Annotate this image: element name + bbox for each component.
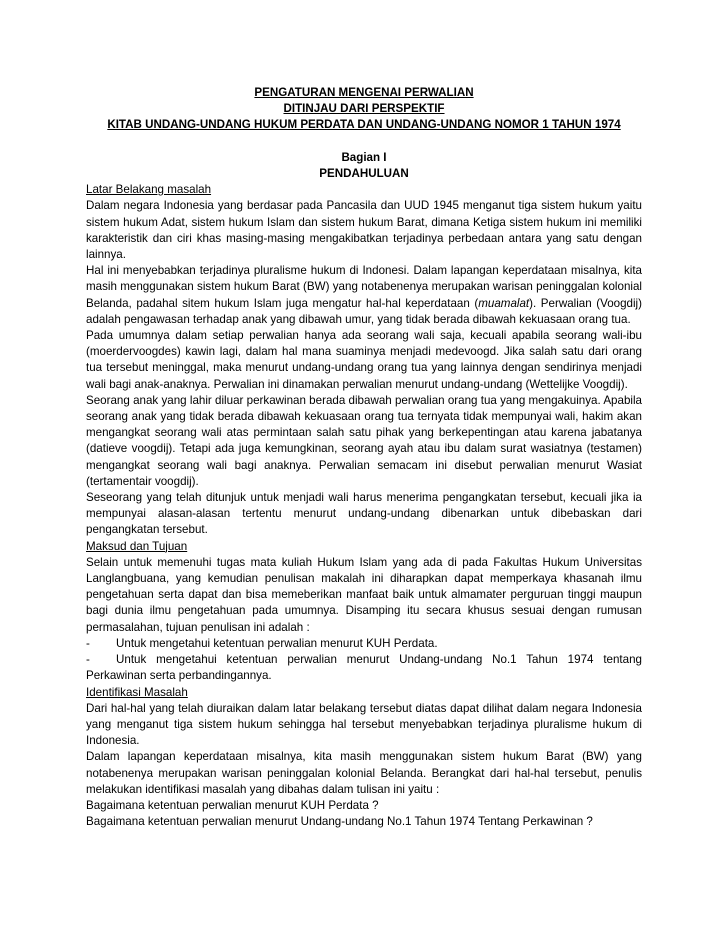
latar-paragraph-1: Dalam negara Indonesia yang berdasar pada Pancasila dan UUD 1945 menganut tiga sistem hukum yaitu sistem hukum Adat, sistem hukum Islam dan sistem hukum Barat, dimana Ketiga sistem hukum ini memiliki karakteristik dan ciri khas masing-masing mengakibatkan terjadinya perbedaan antara yang satu dengan lainnya. [86, 199, 642, 262]
latar-paragraph-5: Seseorang yang telah ditunjuk untuk menjadi wali harus menerima pengangkatan tersebut, kecuali jika ia mempunyai alasan-alasan tertentu menurut undang-undang dibenarkan untuk dibebaskan dari pengangkatan tersebut. [86, 491, 642, 537]
heading-identifikasi-masalah: Identifikasi Masalah [86, 685, 188, 699]
latar-paragraph-4: Seorang anak yang lahir diluar perkawinan berada dibawah perwalian orang tua yang mengakuinya. Apabila seorang anak yang tidak berada dibawah kekuasaan orang tua ternyata tidak mempunyai wali, hakim akan mengangkat seorang wali atas permintaan salah satu pihak yang berkepentingan atau karena jabatanya (datieve voogdij). Tetapi ada juga kemungkinan, seorang ayah atau ibu dalam surat wasiatnya (testamen) mengangkat seorang wali bagi anaknya. Perwalian semacam ini disebut perwalian menurut Wasiat (tertamentair voogdij). [86, 393, 642, 488]
list-item-text: Untuk mengetahui ketentuan perwalian menurut KUH Perdata. [116, 636, 438, 650]
identifikasi-paragraph-2: Dalam lapangan keperdataan misalnya, kita masih menggunakan sistem hukum Barat (BW) yang notabenenya merupakan warisan peninggalan kolonial Belanda. Berangkat dari hal-hal tersebut, penulis melakukan identifikasi masalah yang dibahas dalam tulisan ini yaitu : [86, 750, 642, 796]
spacer [86, 134, 642, 150]
list-item [86, 636, 642, 652]
maksud-paragraph-1: Selain untuk memenuhi tugas mata kuliah Hukum Islam yang ada di pada Fakultas Hukum Universitas Langlangbuana, yang kemudian penulisan makalah ini diharapkan dapat memperkaya khasanah ilmu pengetahuan serta dapat dan bisa memeberikan manfaat baik untuk almamater perguruan tinggi maupun bagi dunia ilmu pengetahuan pada umumnya. Disamping itu secara khusus sesuai dengan rumusan permasalahan, tujuan penulisan ini adalah : [86, 555, 642, 634]
latar-paragraph-3: Pada umumnya dalam setiap perwalian hanya ada seorang wali saja, kecuali apabila seorang wali-ibu (moerdervoogdes) kawin lagi, dalam hal mana suaminya menjadi medevoogd. Jika salah satu dari orang tua tersebut meninggal, maka menurut undang-undang orang tua yang lainnya dengan sendirinya menjadi wali bagi anak-anaknya. Perwalian ini dinamakan perwalian menurut undang-undang (Wettelijke Voogdij). [86, 329, 642, 391]
document-title [86, 85, 642, 134]
section-name: PENDAHULUAN [319, 167, 409, 180]
list-item-text: Untuk mengetahui ketentuan perwalian menurut Undang-undang No.1 Tahun 1974 tentang Perkawinan serta perbandingannya. [86, 653, 642, 683]
title-line-3: KITAB UNDANG-UNDANG HUKUM PERDATA DAN UNDANG-UNDANG NOMOR 1 TAHUN 1974 [107, 118, 621, 132]
latar-p2-text-a: Hal ini menyebabkan terjadinya pluralisme hukum di Indonesi. Dalam lapangan keperdataan misalnya, kita masih menggunakan sistem hukum Barat (BW) yang notabenenya merupakan warisan peninggalan kolonial Belanda, padahal sitem hukum Islam juga mengatur hal-hal keperdataan ( [86, 264, 642, 310]
identifikasi-paragraph-1: Dari hal-hal yang telah diuraikan dalam latar belakang tersebut diatas dapat dilihat dalam negara Indonesia yang menganut tiga sistem hukum sehingga hal tersebut menyebabkan terjadinya pluralisme hukum di Indonesia. [86, 701, 642, 748]
latar-p2-italic: muamalat [478, 296, 530, 310]
latar-paragraph-2 [86, 263, 642, 328]
title-line-2: DITINJAU DARI PERSPEKTIF [283, 102, 445, 116]
heading-latar-belakang: Latar Belakang masalah [86, 183, 212, 197]
title-line-1: PENGATURAN MENGENAI PERWALIAN [254, 86, 474, 99]
document-page [86, 85, 642, 830]
list-dash: - [86, 653, 90, 667]
list-dash: - [86, 636, 90, 650]
heading-maksud-tujuan: Maksud dan Tujuan [86, 539, 188, 553]
question-1: Bagaimana ketentuan perwalian menurut KUH Perdata ? [86, 798, 379, 812]
latar-p2-text-b: ). Perwalian (Voogdij) adalah pengawasan terhadap anak yang dibawah umur, yang tidak berada dibawah kekuasaan orang tua. [86, 296, 642, 326]
section-part: Bagian I [341, 150, 387, 164]
question-2: Bagaimana ketentuan perwalian menurut Undang-undang No.1 Tahun 1974 Tentang Perkawinan ? [86, 815, 593, 829]
list-item [86, 652, 642, 684]
